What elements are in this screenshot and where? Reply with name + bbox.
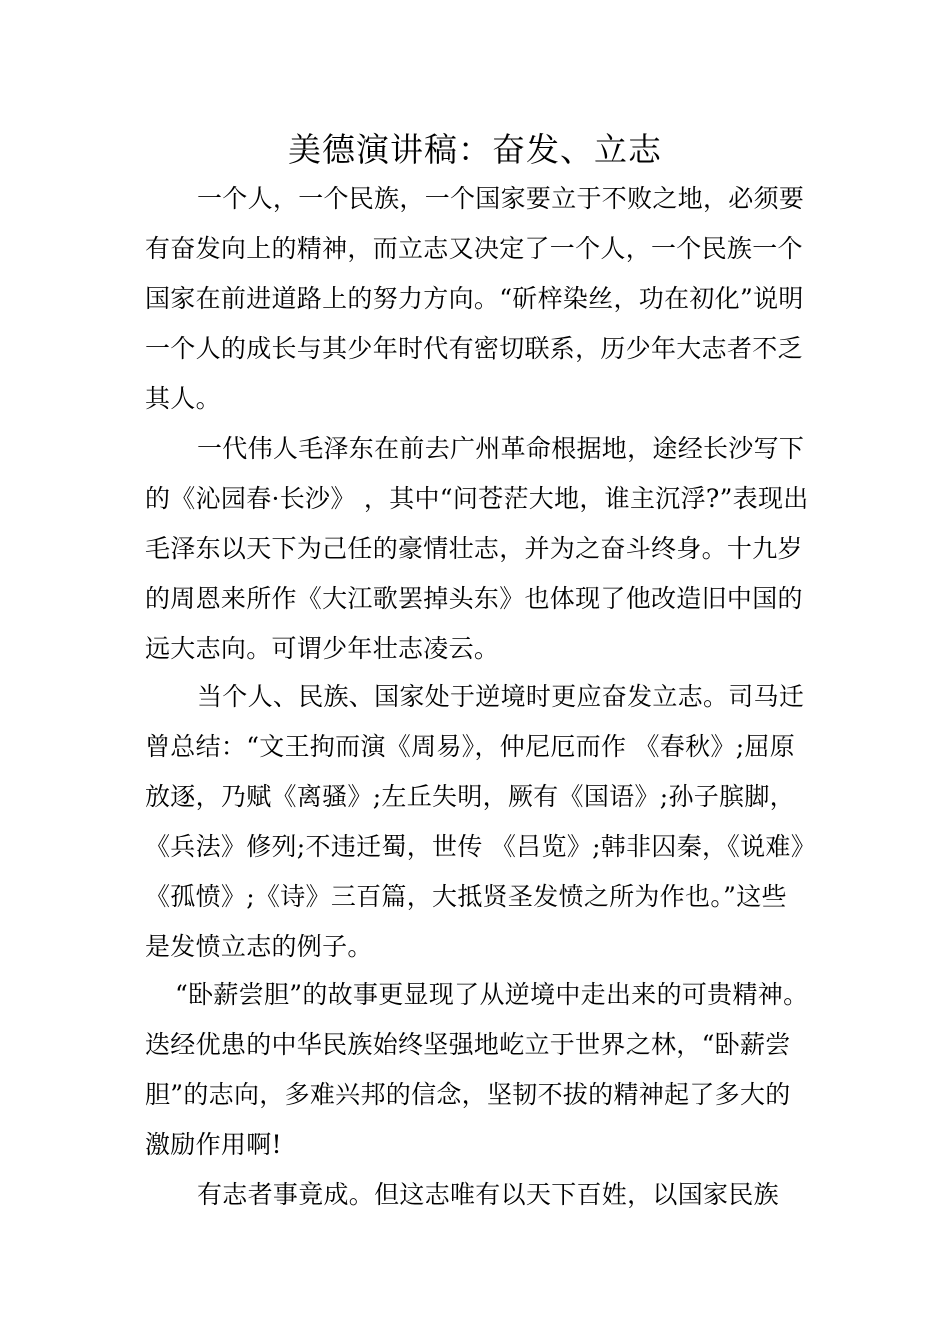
- paragraph-1: 一个人，一个民族，一个国家要立于不败之地，必须要有奋发向上的精神，而立志又决定了一个人，一个民族一个国家在前进道路上的努力方向。“斫梓染丝，功在初化”说明一个人的成长与其少年时代有密切联系，历少年大志者不乏其人。: [145, 184, 805, 413]
- paragraph-3: 当个人、民族、国家处于逆境时更应奋发立志。司马迁曾总结：“文王拘而演《周易》，仲尼厄而作 《春秋》;屈原放逐，乃赋《离骚》;左丘失明，厥有《国语》;孙子膑脚，《兵法》修列;不违迁蜀，世传 《吕览》;韩非囚秦，《说难》《孤愤》;《诗》三百篇，大抵贤圣发愤之所为作也。”这些是发愤立志的例子。: [145, 682, 805, 961]
- paragraph-5: 有志者事竟成。但这志唯有以天下百姓，以国家民族: [197, 1180, 779, 1209]
- page-title: 美德演讲稿：奋发、立志: [288, 130, 662, 169]
- paragraph-4: “卧薪尝胆”的故事更显现了从逆境中走出来的可贵精神。迭经优患的中华民族始终坚强地屹立于世界之林，“卧薪尝胆”的志向，多难兴邦的信念，坚韧不拔的精神起了多大的激励作用啊!: [145, 980, 809, 1159]
- paragraph-2: 一代伟人毛泽东在前去广州革命根据地，途经长沙写下的《沁园春·长沙》 ，其中“问苍茫大地，谁主沉浮?”表现出毛泽东以天下为己任的豪情壮志，并为之奋斗终身。十九岁的周恩来所作《大江歌罢掉头东》也体现了他改造旧中国的远大志向。可谓少年壮志凌云。: [145, 434, 809, 663]
